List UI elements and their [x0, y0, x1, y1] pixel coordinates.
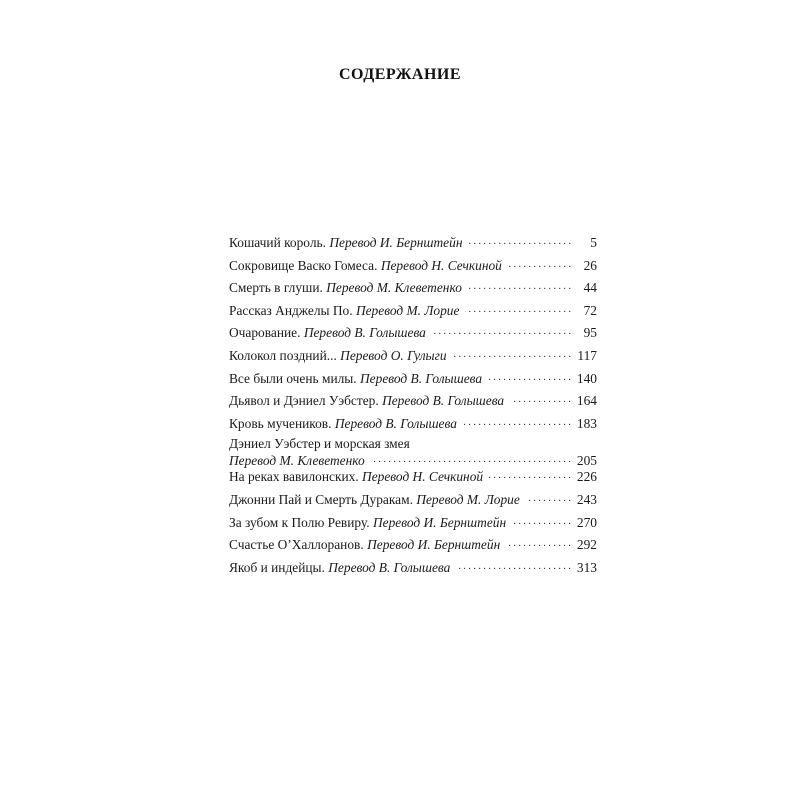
- translator-credit: Перевод М. Лорие: [416, 491, 520, 507]
- translator-credit: Перевод О. Гулыги: [340, 347, 447, 363]
- translator-credit: Перевод В. Голышева: [328, 559, 451, 575]
- page-number: 5: [590, 235, 597, 250]
- page-number: 117: [577, 347, 597, 363]
- toc-entry: [229, 435, 597, 466]
- story-title: Кошачий король.: [229, 235, 326, 250]
- translator-credit: Перевод В. Голышева: [360, 370, 483, 386]
- page-number: 95: [583, 325, 597, 341]
- translator-credit: Перевод И. Бернштейн: [372, 514, 507, 530]
- toc-entry: [229, 255, 597, 278]
- page-number: 226: [576, 469, 597, 485]
- toc-entry: [229, 232, 597, 255]
- page-number: 243: [576, 491, 597, 507]
- toc-entry: [229, 413, 597, 436]
- dot-leader: [371, 451, 571, 464]
- dot-leader: [468, 234, 571, 247]
- story-title: Дьявол и Дэниел Уэбстер.: [229, 393, 379, 409]
- table-of-contents: [229, 232, 597, 579]
- toc-entry: [229, 534, 597, 557]
- page-number: 205: [576, 452, 597, 468]
- toc-entry: [229, 512, 597, 535]
- translator-credit: Перевод В. Голышева: [334, 415, 457, 431]
- translator-credit: Перевод И. Бернштейн: [367, 537, 501, 553]
- toc-entry: [229, 345, 597, 368]
- page-number: 270: [576, 514, 597, 530]
- dot-leader: [512, 513, 571, 526]
- story-title: Якоб и индейцы.: [229, 559, 325, 575]
- translator-credit: Перевод М. Клеветенко: [229, 452, 365, 468]
- translator-credit: Перевод М. Клеветенко: [326, 280, 462, 296]
- page-number: 140: [576, 370, 597, 386]
- page-number: 164: [576, 393, 597, 409]
- dot-leader: [508, 256, 571, 269]
- translator-credit: Перевод Н. Сечкиной: [362, 469, 484, 485]
- toc-entry: [229, 557, 597, 580]
- dot-leader: [463, 414, 571, 427]
- toc-entry: [229, 322, 597, 345]
- dot-leader: [468, 279, 571, 292]
- toc-entry: [229, 489, 597, 512]
- dot-leader: [510, 392, 571, 405]
- story-title: Сокровище Васко Гомеса.: [229, 257, 378, 273]
- page-number: 292: [576, 537, 597, 553]
- page-number: 44: [583, 280, 597, 296]
- story-title: Все были очень милы.: [229, 370, 357, 386]
- story-title: Колокол поздний...: [229, 347, 337, 363]
- toc-entry: [229, 466, 597, 489]
- translator-credit: Перевод В. Голышева: [303, 325, 426, 341]
- dot-leader: [453, 347, 571, 360]
- story-title: За зубом к Полю Ревиру.: [229, 514, 370, 530]
- page-number: 313: [576, 559, 597, 575]
- translator-credit: Перевод В. Голышева: [382, 393, 505, 409]
- toc-entry: [229, 368, 597, 391]
- page-number: 26: [583, 257, 597, 273]
- translator-credit: Перевод М. Лорие: [355, 302, 460, 318]
- page-number: 72: [583, 302, 597, 318]
- toc-entry: [229, 300, 597, 323]
- story-title: Кровь мучеников.: [229, 415, 332, 431]
- story-title: Счастье О’Халлоранов.: [229, 537, 364, 553]
- page-number: 183: [576, 415, 597, 431]
- toc-entry: [229, 390, 597, 413]
- dot-leader: [488, 369, 571, 382]
- dot-leader: [489, 468, 571, 481]
- story-title: Джонни Пай и Смерть Дуракам.: [229, 491, 413, 507]
- translator-credit: Перевод И. Бернштейн: [329, 235, 463, 250]
- translator-credit: Перевод Н. Сечкиной: [380, 257, 502, 273]
- story-title: Смерть в глуши.: [229, 280, 323, 296]
- dot-leader: [506, 536, 571, 549]
- story-title: Очарование.: [229, 325, 301, 341]
- dot-leader: [526, 491, 571, 504]
- story-title: Рассказ Анджелы По.: [229, 302, 353, 318]
- toc-entry: [229, 277, 597, 300]
- dot-leader: [465, 301, 571, 314]
- story-title: На реках вавилонских.: [229, 469, 359, 485]
- story-title: Дэниел Уэбстер и морская змея: [229, 436, 410, 452]
- page-title: СОДЕРЖАНИЕ: [338, 66, 462, 83]
- dot-leader: [456, 558, 571, 571]
- dot-leader: [432, 324, 571, 337]
